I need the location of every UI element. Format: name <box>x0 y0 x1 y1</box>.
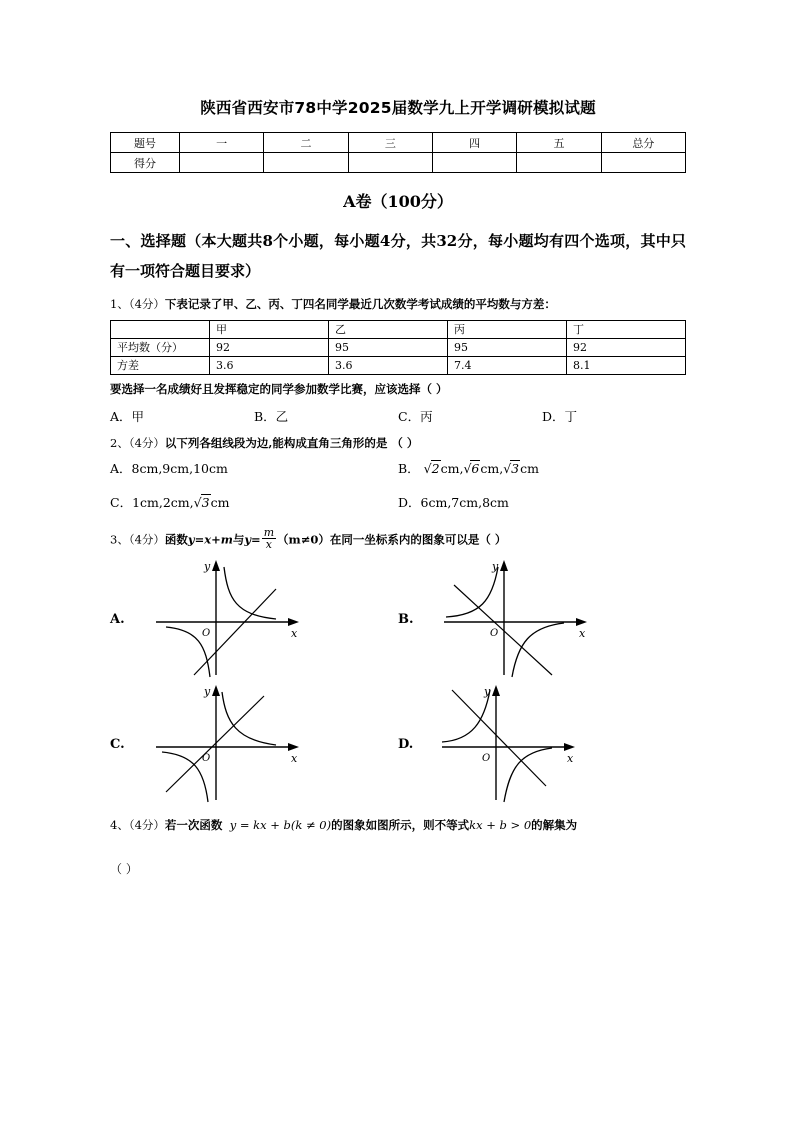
score-table-col-1: 一 <box>180 133 264 153</box>
question-1-option-b[interactable]: B．乙 <box>254 408 289 424</box>
graph-b-y-label: y <box>492 559 499 573</box>
question-4-part-2: 的图象如图所示，则不等式 <box>331 817 470 832</box>
graph-option-b-label: B. <box>398 611 414 627</box>
question-1-stem <box>110 296 686 314</box>
graph-c-x-label: x <box>291 751 298 765</box>
graph-b-origin-label: O <box>490 627 499 639</box>
graph-option-d-label: D. <box>398 736 414 752</box>
question-4-answer-blank[interactable]: （ ） <box>110 862 138 877</box>
radicand-2: 6 <box>471 460 480 476</box>
unit-c: cm <box>210 494 230 510</box>
question-4-part-3: 的解集为 <box>531 817 578 832</box>
table-row <box>111 153 686 173</box>
table-row <box>111 320 686 338</box>
data-table-header-yi: 乙 <box>329 320 448 338</box>
question-2-options-row-2 <box>110 493 686 511</box>
question-1-option-d[interactable]: D．丁 <box>542 408 578 424</box>
question-2-option-b[interactable] <box>398 459 686 477</box>
data-row-label-mean: 平均数（分） <box>111 338 210 356</box>
graph-b-figure <box>424 557 599 682</box>
graph-option-a-label: A. <box>110 611 125 627</box>
question-3-graph-option-b[interactable] <box>398 557 686 682</box>
question-2-options-row-1 <box>110 459 686 477</box>
radical-sign-icon: √ <box>423 460 432 476</box>
table-row <box>111 356 686 374</box>
variance-ding: 8.1 <box>567 356 686 374</box>
variance-jia: 3.6 <box>210 356 329 374</box>
question-4-stem <box>110 817 686 835</box>
score-table-row-label: 题号 <box>111 133 180 153</box>
unit-3: cm <box>520 460 539 476</box>
question-3-part-3: （m≠0）在同一坐标系内的图象可以是（ ） <box>277 532 507 547</box>
score-cell-total[interactable] <box>601 153 685 173</box>
score-cell-2[interactable] <box>264 153 348 173</box>
radicand-c: 3 <box>201 494 210 510</box>
page-content <box>110 96 686 879</box>
question-3-graph-row-2 <box>110 682 686 807</box>
mean-ding: 92 <box>567 338 686 356</box>
graph-a-y-label: y <box>204 559 211 573</box>
question-3-graph-option-d[interactable] <box>398 682 686 807</box>
score-cell-4[interactable] <box>432 153 516 173</box>
option-d-value: 6cm,7cm,8cm <box>420 494 509 510</box>
fraction-numerator: m <box>263 525 275 539</box>
graph-a-origin-label: O <box>202 627 211 639</box>
radical-expression-c <box>194 495 230 510</box>
question-1-number: 1、（4分） <box>110 297 165 311</box>
graph-d-figure <box>424 682 599 807</box>
data-table-header-blank <box>111 320 210 338</box>
radicand-3: 3 <box>511 460 520 476</box>
graph-a-x-label: x <box>291 626 298 640</box>
graph-d-y-label: y <box>484 684 491 698</box>
graph-b-x-label: x <box>579 626 586 640</box>
unit-1: cm <box>440 460 460 476</box>
graph-option-c-label: C. <box>110 736 125 752</box>
variance-yi: 3.6 <box>329 356 448 374</box>
question-3-graph-option-c[interactable] <box>110 682 398 807</box>
mean-jia: 92 <box>210 338 329 356</box>
question-3-function-1: y=x+m <box>187 532 233 547</box>
graph-c-y-label: y <box>204 684 211 698</box>
fraction-m-over-x <box>262 527 276 551</box>
question-2-text: 以下列各组线段为边,能构成直角三角形的是 （ ） <box>164 435 419 450</box>
page-title: 陕西省西安市78中学2025届数学九上开学调研模拟试题 <box>200 99 596 117</box>
radical-sign-icon: √ <box>463 460 472 476</box>
score-cell-5[interactable] <box>517 153 601 173</box>
question-3-graph-option-a[interactable] <box>110 557 398 682</box>
score-table <box>110 132 686 173</box>
score-table-col-total: 总分 <box>601 133 685 153</box>
question-3-graph-row-1 <box>110 557 686 682</box>
score-table-row-label: 得分 <box>111 153 180 173</box>
graph-d-x-label: x <box>567 751 574 765</box>
data-table-header-bing: 丙 <box>448 320 567 338</box>
question-3-part-2: 与 <box>232 532 245 547</box>
question-1-sub-prompt: 要选择一名成绩好且发挥稳定的同学参加数学比赛，应该选择（ ） <box>110 381 448 396</box>
question-4-function: y = kx + b(k ≠ 0) <box>229 817 332 832</box>
question-2-option-a[interactable] <box>110 459 398 477</box>
question-3-stem <box>110 527 686 551</box>
option-a-label: A． <box>110 460 132 476</box>
option-d-label: D． <box>398 494 421 510</box>
section-heading: 一、选择题（本大题共8个小题，每小题4分，共32分，每小题均有四个选项，其中只有一项符合题目要求） <box>110 232 686 280</box>
question-4-part-1: 若一次函数 <box>164 817 223 832</box>
score-table-col-5: 五 <box>517 133 601 153</box>
fraction-denominator: x <box>265 538 272 552</box>
score-cell-1[interactable] <box>180 153 264 173</box>
question-1-text: 下表记录了甲、乙、丙、丁四名同学最近几次数学考试成绩的平均数与方差： <box>164 297 556 311</box>
score-table-col-4: 四 <box>432 133 516 153</box>
data-table-header-jia: 甲 <box>210 320 329 338</box>
paper-part-heading: A卷（100分） <box>343 192 453 211</box>
radicand-1: 2 <box>431 460 440 476</box>
question-1-options <box>110 407 686 425</box>
question-3-number: 3、（4分） <box>110 532 165 547</box>
radical-sign-icon: √ <box>503 460 512 476</box>
option-c-prefix: 1cm,2cm, <box>132 494 194 510</box>
data-table-header-ding: 丁 <box>567 320 686 338</box>
unit-2: cm <box>480 460 500 476</box>
option-b-label: B． <box>398 460 420 476</box>
table-row <box>111 133 686 153</box>
question-4-number: 4、（4分） <box>110 817 165 832</box>
graph-a-figure <box>136 557 311 682</box>
question-4-inequality: kx + b > 0 <box>469 817 532 832</box>
score-table-col-2: 二 <box>264 133 348 153</box>
radical-sign-icon: √ <box>193 494 202 510</box>
mean-yi: 95 <box>329 338 448 356</box>
data-row-label-variance: 方差 <box>111 356 210 374</box>
question-1-option-a[interactable]: A．甲 <box>110 408 145 424</box>
graph-d-origin-label: O <box>482 752 491 764</box>
graph-c-figure <box>136 682 311 807</box>
question-2-number: 2、（4分） <box>110 435 165 450</box>
score-cell-3[interactable] <box>348 153 432 173</box>
question-1-option-c[interactable]: C．丙 <box>398 408 433 424</box>
question-1-data-table <box>110 320 686 375</box>
radical-expression-b: √2cm,√6cm,√3cm <box>423 460 539 476</box>
question-3-part-1: 函数 <box>164 532 188 547</box>
graph-c-origin-label: O <box>202 752 211 764</box>
score-table-col-3: 三 <box>348 133 432 153</box>
question-2-stem <box>110 435 686 453</box>
question-2-option-c[interactable] <box>110 493 398 511</box>
variance-bing: 7.4 <box>448 356 567 374</box>
mean-bing: 95 <box>448 338 567 356</box>
question-2-option-d[interactable] <box>398 493 686 511</box>
option-c-label: C． <box>110 494 133 510</box>
table-row <box>111 338 686 356</box>
option-a-value: 8cm,9cm,10cm <box>131 460 228 476</box>
question-3-function-2-lhs: y= <box>244 532 261 547</box>
